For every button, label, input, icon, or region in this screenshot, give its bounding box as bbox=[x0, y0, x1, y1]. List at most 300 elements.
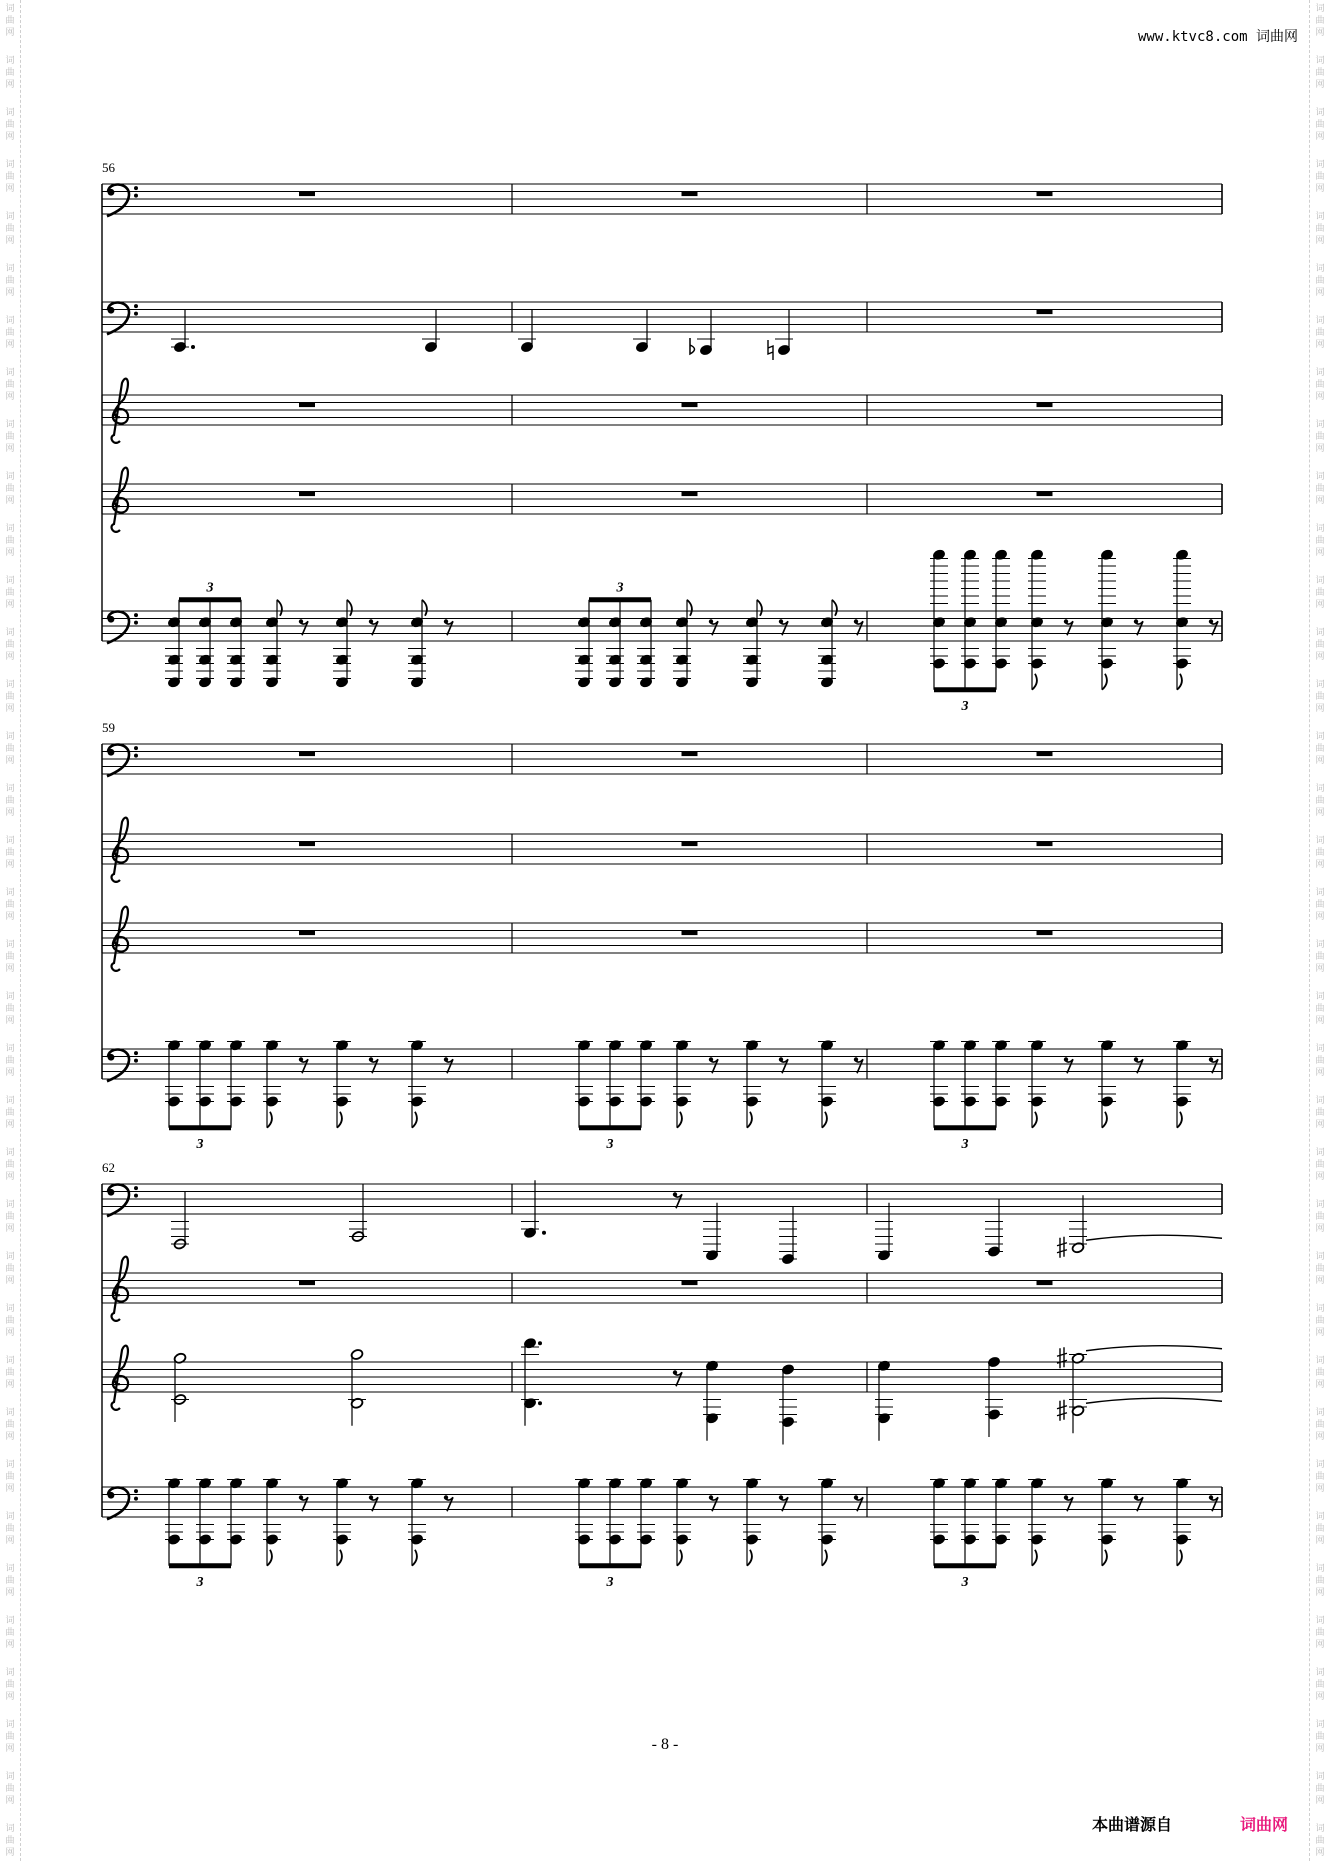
watermark-char: 网 bbox=[5, 808, 15, 818]
watermark-char: 曲 bbox=[5, 588, 15, 598]
eighth-rest-dot bbox=[1064, 619, 1068, 623]
bass-clef-dot bbox=[134, 1051, 138, 1055]
watermark-char: 曲 bbox=[1315, 328, 1325, 338]
watermark-char: 网 bbox=[1315, 392, 1325, 402]
augmentation-dot bbox=[538, 1341, 542, 1345]
note-beam bbox=[934, 1125, 996, 1130]
measure-number: 59 bbox=[102, 720, 115, 735]
bass-clef-dot bbox=[108, 1189, 115, 1196]
watermark-char: 网 bbox=[5, 1536, 15, 1546]
bass-clef-dot bbox=[134, 1497, 138, 1501]
eighth-rest-dot bbox=[854, 619, 858, 623]
watermark-char: 词 bbox=[1315, 1824, 1325, 1834]
watermark-char: 网 bbox=[1315, 1068, 1325, 1078]
watermark-char: 网 bbox=[1315, 496, 1325, 506]
watermark-char: 曲 bbox=[1315, 1212, 1325, 1222]
note-beam bbox=[169, 1563, 231, 1568]
eighth-rest-dot bbox=[709, 619, 713, 623]
watermark-char: 网 bbox=[1315, 288, 1325, 298]
watermark-char: 曲 bbox=[5, 16, 15, 26]
bass-clef-dot bbox=[108, 1054, 115, 1061]
sharp-sign bbox=[1057, 1400, 1067, 1421]
watermark-char: 曲 bbox=[5, 900, 15, 910]
watermark-char: 词 bbox=[1315, 264, 1325, 274]
note-beam bbox=[589, 597, 651, 602]
watermark-char: 词 bbox=[1315, 368, 1325, 378]
bass-clef-dot bbox=[134, 746, 138, 750]
whole-rest bbox=[682, 931, 698, 936]
watermark-char: 网 bbox=[1315, 80, 1325, 90]
bass-clef-dot bbox=[134, 621, 138, 625]
watermark-char: 词 bbox=[1315, 1512, 1325, 1522]
sharp-sign bbox=[1057, 1347, 1067, 1368]
augmentation-dot bbox=[542, 1231, 546, 1235]
watermark-char: 网 bbox=[1315, 1380, 1325, 1390]
eighth-rest-dot bbox=[673, 1370, 677, 1374]
note-flag bbox=[757, 600, 762, 616]
watermark-char: 词 bbox=[5, 1668, 15, 1678]
watermark-char: 网 bbox=[5, 1744, 15, 1754]
watermark-char: 曲 bbox=[5, 1056, 15, 1066]
watermark-char: 曲 bbox=[5, 380, 15, 390]
watermark-char: 词 bbox=[1315, 680, 1325, 690]
whole-rest bbox=[299, 1281, 315, 1286]
watermark-char: 网 bbox=[1315, 652, 1325, 662]
watermark-char: 曲 bbox=[1315, 536, 1325, 546]
note-beam bbox=[934, 1563, 996, 1568]
watermark-char: 网 bbox=[5, 288, 15, 298]
watermark-char: 网 bbox=[5, 1120, 15, 1130]
bass-clef bbox=[107, 745, 138, 777]
watermark-char: 曲 bbox=[5, 68, 15, 78]
note-flag bbox=[1177, 1112, 1182, 1128]
watermark-char: 词 bbox=[1315, 108, 1325, 118]
note-flag bbox=[687, 600, 692, 616]
eighth-rest-dot bbox=[369, 619, 373, 623]
whole-rest bbox=[1037, 752, 1053, 757]
natural-sign bbox=[768, 340, 773, 360]
watermark-char: 曲 bbox=[5, 744, 15, 754]
note-flag bbox=[677, 1550, 682, 1566]
eighth-rest-dot bbox=[444, 1495, 448, 1499]
flat-sign bbox=[690, 338, 695, 354]
note-flag bbox=[1102, 1550, 1107, 1566]
watermark-char: 词 bbox=[5, 1616, 15, 1626]
watermark-char: 网 bbox=[5, 1692, 15, 1702]
watermark-char: 曲 bbox=[5, 1420, 15, 1430]
eighth-rest-dot bbox=[444, 619, 448, 623]
watermark-char: 词 bbox=[5, 316, 15, 326]
bass-clef-dot bbox=[134, 1489, 138, 1493]
note-beam bbox=[179, 597, 241, 602]
bass-clef-dot bbox=[108, 1492, 115, 1499]
note-flag bbox=[1032, 674, 1037, 690]
treble-clef bbox=[112, 1346, 129, 1410]
watermark-char: 曲 bbox=[5, 1732, 15, 1742]
watermark-char: 曲 bbox=[1315, 640, 1325, 650]
watermark-char: 网 bbox=[5, 964, 15, 974]
watermark-char: 曲 bbox=[5, 328, 15, 338]
eighth-rest-dot bbox=[673, 1192, 677, 1196]
eighth-rest-dot bbox=[854, 1495, 858, 1499]
note-flag bbox=[412, 1550, 417, 1566]
watermark-char: 曲 bbox=[5, 432, 15, 442]
sharp-sign bbox=[1057, 1237, 1067, 1258]
watermark-char: 曲 bbox=[5, 952, 15, 962]
watermark-char: 曲 bbox=[5, 1316, 15, 1326]
note-flag bbox=[1032, 1112, 1037, 1128]
watermark-char: 曲 bbox=[5, 1576, 15, 1586]
watermark-char: 词 bbox=[5, 1824, 15, 1834]
note-beam bbox=[579, 1125, 641, 1130]
watermark-char: 曲 bbox=[1315, 1628, 1325, 1638]
eighth-rest-dot bbox=[854, 1057, 858, 1061]
watermark-char: 曲 bbox=[1315, 1108, 1325, 1118]
watermark-char: 词 bbox=[5, 56, 15, 66]
bass-clef bbox=[107, 1488, 138, 1520]
watermark-char: 曲 bbox=[1315, 1680, 1325, 1690]
treble-clef bbox=[112, 379, 129, 443]
whole-rest bbox=[1037, 310, 1053, 315]
whole-rest bbox=[682, 403, 698, 408]
watermark-char: 网 bbox=[1315, 1692, 1325, 1702]
watermark-char: 词 bbox=[5, 940, 15, 950]
tuplet-label: 3 bbox=[616, 580, 624, 596]
eighth-rest-dot bbox=[1064, 1495, 1068, 1499]
watermark-char: 网 bbox=[5, 1588, 15, 1598]
eighth-rest-dot bbox=[1134, 1495, 1138, 1499]
treble-clef-curve bbox=[112, 468, 129, 532]
watermark-char: 词 bbox=[1315, 732, 1325, 742]
watermark-char: 网 bbox=[1315, 912, 1325, 922]
note-beam bbox=[934, 687, 996, 692]
note-flag bbox=[677, 1112, 682, 1128]
bass-clef-dot bbox=[108, 616, 115, 623]
watermark-char: 曲 bbox=[5, 1524, 15, 1534]
watermark-char: 曲 bbox=[5, 848, 15, 858]
bass-clef bbox=[107, 612, 138, 644]
watermark-char: 网 bbox=[1315, 1172, 1325, 1182]
watermark-char: 曲 bbox=[1315, 692, 1325, 702]
watermark-char: 网 bbox=[1315, 132, 1325, 142]
watermark-char: 词 bbox=[5, 212, 15, 222]
watermark-char: 曲 bbox=[1315, 796, 1325, 806]
watermark-char: 网 bbox=[1315, 1536, 1325, 1546]
watermark-char: 网 bbox=[5, 496, 15, 506]
watermark-char: 词 bbox=[5, 1460, 15, 1470]
watermark-char: 网 bbox=[1315, 1744, 1325, 1754]
note-flag bbox=[1102, 674, 1107, 690]
watermark-char: 曲 bbox=[1315, 1576, 1325, 1586]
watermark-char: 词 bbox=[5, 1356, 15, 1366]
watermark-char: 网 bbox=[1315, 548, 1325, 558]
note-flag bbox=[832, 600, 837, 616]
watermark-char: 曲 bbox=[1315, 1004, 1325, 1014]
watermark-char: 词 bbox=[1315, 1668, 1325, 1678]
score-marks bbox=[107, 185, 1222, 1569]
bass-clef-dot bbox=[108, 749, 115, 756]
note-flag bbox=[822, 1550, 827, 1566]
watermark-char: 曲 bbox=[1315, 1160, 1325, 1170]
watermark-char: 曲 bbox=[1315, 744, 1325, 754]
whole-rest bbox=[299, 192, 315, 197]
watermark-char: 网 bbox=[5, 756, 15, 766]
watermark-char: 词 bbox=[1315, 940, 1325, 950]
measure-number: 56 bbox=[102, 160, 115, 175]
tuplet-label: 3 bbox=[606, 1575, 614, 1590]
watermark-char: 网 bbox=[5, 1796, 15, 1806]
watermark-char: 网 bbox=[5, 1432, 15, 1442]
watermark-char: 曲 bbox=[5, 1368, 15, 1378]
watermark-char: 词 bbox=[5, 160, 15, 170]
bass-clef bbox=[107, 1185, 138, 1217]
treble-clef bbox=[112, 907, 129, 971]
treble-clef-curve bbox=[112, 907, 129, 971]
watermark-char: 词 bbox=[1315, 316, 1325, 326]
note-flag bbox=[267, 1112, 272, 1128]
eighth-rest-dot bbox=[709, 1057, 713, 1061]
note-flag bbox=[747, 1112, 752, 1128]
watermark-char: 网 bbox=[5, 912, 15, 922]
watermark-char: 曲 bbox=[5, 224, 15, 234]
watermark-char: 词 bbox=[1315, 836, 1325, 846]
note-flag bbox=[1102, 1112, 1107, 1128]
tie bbox=[1086, 1235, 1222, 1240]
treble-clef-curve bbox=[112, 379, 129, 443]
watermark-char: 曲 bbox=[5, 172, 15, 182]
note-flag bbox=[1177, 674, 1182, 690]
eighth-rest-dot bbox=[1209, 1057, 1213, 1061]
watermark-char: 词 bbox=[1315, 888, 1325, 898]
score-labels bbox=[102, 160, 969, 1590]
whole-rest bbox=[682, 192, 698, 197]
note-flag bbox=[822, 1112, 827, 1128]
watermark-char: 词 bbox=[5, 4, 15, 14]
watermark-char: 网 bbox=[1315, 1640, 1325, 1650]
watermark-char: 词 bbox=[5, 992, 15, 1002]
note-flag bbox=[267, 1550, 272, 1566]
watermark-char: 词 bbox=[5, 524, 15, 534]
watermark-char: 曲 bbox=[5, 640, 15, 650]
watermark-char: 词 bbox=[5, 1252, 15, 1262]
watermark-char: 词 bbox=[1315, 1408, 1325, 1418]
watermark-char: 曲 bbox=[1315, 224, 1325, 234]
watermark-char: 网 bbox=[1315, 860, 1325, 870]
bass-clef-dot bbox=[134, 312, 138, 316]
site-header[interactable]: www.ktvc8.com 词曲网 bbox=[1137, 29, 1298, 45]
treble-clef bbox=[112, 818, 129, 882]
tuplet-label: 3 bbox=[961, 1575, 969, 1590]
watermark-char: 词 bbox=[5, 1148, 15, 1158]
watermark-char: 曲 bbox=[1315, 120, 1325, 130]
watermark-char: 曲 bbox=[5, 796, 15, 806]
watermark-char: 词 bbox=[5, 1564, 15, 1574]
bass-clef-dot bbox=[134, 186, 138, 190]
note-flag bbox=[747, 1550, 752, 1566]
watermark-char: 曲 bbox=[1315, 1784, 1325, 1794]
watermark-char: 词 bbox=[5, 472, 15, 482]
watermark-char: 词 bbox=[5, 784, 15, 794]
note-flag bbox=[1177, 1550, 1182, 1566]
whole-rest bbox=[682, 842, 698, 847]
watermark-char: 网 bbox=[5, 444, 15, 454]
watermark-char: 网 bbox=[5, 1848, 15, 1858]
watermark-char: 词 bbox=[1315, 1200, 1325, 1210]
watermark-char: 网 bbox=[5, 392, 15, 402]
eighth-rest-dot bbox=[779, 619, 783, 623]
watermark-char: 词 bbox=[5, 1304, 15, 1314]
augmentation-dot bbox=[191, 345, 195, 349]
watermark-char: 网 bbox=[1315, 808, 1325, 818]
watermark-char: 词 bbox=[1315, 576, 1325, 586]
note-flag bbox=[1032, 1550, 1037, 1566]
whole-rest bbox=[299, 931, 315, 936]
watermark-char: 词 bbox=[1315, 1772, 1325, 1782]
watermark-char: 曲 bbox=[1315, 1732, 1325, 1742]
bass-clef-dot bbox=[134, 304, 138, 308]
source-note: 本曲谱源自 bbox=[1092, 1815, 1173, 1834]
watermark-char: 曲 bbox=[5, 1472, 15, 1482]
treble-clef-curve bbox=[112, 1257, 129, 1321]
note-flag bbox=[412, 1112, 417, 1128]
augmentation-dot bbox=[538, 1401, 542, 1405]
watermark-char: 曲 bbox=[1315, 432, 1325, 442]
watermark-char: 曲 bbox=[5, 1004, 15, 1014]
watermark-char: 曲 bbox=[5, 120, 15, 130]
tuplet-label: 3 bbox=[196, 1137, 204, 1152]
watermark-char: 词 bbox=[5, 1720, 15, 1730]
bass-clef bbox=[107, 1050, 138, 1082]
watermark-char: 网 bbox=[5, 80, 15, 90]
watermark-char: 曲 bbox=[1315, 1836, 1325, 1846]
watermark-char: 曲 bbox=[1315, 1472, 1325, 1482]
eighth-rest-dot bbox=[1134, 1057, 1138, 1061]
watermark-char: 曲 bbox=[5, 484, 15, 494]
watermark-char: 词 bbox=[1315, 1460, 1325, 1470]
watermark-char: 曲 bbox=[1315, 172, 1325, 182]
bass-clef-dot bbox=[108, 307, 115, 314]
tuplet-label: 3 bbox=[206, 580, 214, 596]
watermark-char: 词 bbox=[5, 420, 15, 430]
treble-clef-curve bbox=[112, 818, 129, 882]
watermark-char: 曲 bbox=[5, 1108, 15, 1118]
watermark-char: 网 bbox=[5, 184, 15, 194]
watermark-char: 曲 bbox=[1315, 952, 1325, 962]
watermark-char: 曲 bbox=[1315, 848, 1325, 858]
watermark-char: 词 bbox=[1315, 1148, 1325, 1158]
watermark-char: 网 bbox=[1315, 1120, 1325, 1130]
watermark-char: 词 bbox=[1315, 1356, 1325, 1366]
watermark-char: 词 bbox=[1315, 1252, 1325, 1262]
watermark-char: 网 bbox=[1315, 756, 1325, 766]
watermark-char: 词 bbox=[1315, 1720, 1325, 1730]
bass-clef bbox=[107, 185, 138, 217]
watermark-char: 网 bbox=[5, 704, 15, 714]
watermark-char: 网 bbox=[1315, 1276, 1325, 1286]
watermark-char: 曲 bbox=[5, 1264, 15, 1274]
bass-clef-dot bbox=[108, 189, 115, 196]
watermark-char: 网 bbox=[5, 1484, 15, 1494]
watermark-char: 词 bbox=[1315, 1564, 1325, 1574]
whole-rest bbox=[1037, 492, 1053, 497]
eighth-rest-dot bbox=[1209, 619, 1213, 623]
eighth-rest-dot bbox=[1134, 619, 1138, 623]
watermark-char: 曲 bbox=[1315, 1056, 1325, 1066]
watermark-char: 词 bbox=[5, 368, 15, 378]
tie bbox=[1086, 1346, 1222, 1351]
eighth-rest-dot bbox=[369, 1495, 373, 1499]
watermark-char: 网 bbox=[5, 340, 15, 350]
watermark-char: 网 bbox=[1315, 704, 1325, 714]
watermark-char: 网 bbox=[1315, 28, 1325, 38]
brand-link[interactable]: 词曲网 bbox=[1240, 1815, 1289, 1834]
bass-clef bbox=[107, 303, 138, 335]
whole-rest bbox=[1037, 1281, 1053, 1286]
watermark-char: 词 bbox=[1315, 992, 1325, 1002]
watermark-char: 网 bbox=[1315, 1588, 1325, 1598]
watermark-char: 曲 bbox=[5, 1160, 15, 1170]
eighth-rest-dot bbox=[779, 1057, 783, 1061]
watermark-char: 网 bbox=[5, 28, 15, 38]
treble-clef bbox=[112, 468, 129, 532]
watermark-char: 词 bbox=[1315, 628, 1325, 638]
eighth-rest-dot bbox=[1209, 1495, 1213, 1499]
tuplet-label: 3 bbox=[606, 1137, 614, 1152]
watermark-char: 词 bbox=[5, 1096, 15, 1106]
watermark-char: 网 bbox=[5, 1640, 15, 1650]
watermark-char: 曲 bbox=[1315, 1420, 1325, 1430]
bass-clef-dot bbox=[134, 613, 138, 617]
watermark-char: 词 bbox=[1315, 420, 1325, 430]
bass-clef-dot bbox=[134, 194, 138, 198]
bass-clef-dot bbox=[134, 754, 138, 758]
watermark-char: 词 bbox=[5, 732, 15, 742]
watermark-char: 网 bbox=[5, 132, 15, 142]
whole-rest bbox=[682, 492, 698, 497]
watermark-char: 网 bbox=[5, 652, 15, 662]
watermark-char: 网 bbox=[1315, 340, 1325, 350]
watermark-char: 词 bbox=[1315, 212, 1325, 222]
tie bbox=[1086, 1398, 1222, 1403]
watermark-char: 曲 bbox=[1315, 900, 1325, 910]
watermark-char: 词 bbox=[1315, 1096, 1325, 1106]
watermark-char: 网 bbox=[1315, 1432, 1325, 1442]
eighth-rest-dot bbox=[1064, 1057, 1068, 1061]
treble-clef-curve bbox=[112, 1346, 129, 1410]
watermark-char: 网 bbox=[1315, 1224, 1325, 1234]
watermark-char: 曲 bbox=[1315, 1368, 1325, 1378]
watermark-char: 词 bbox=[1315, 524, 1325, 534]
note-flag bbox=[337, 1112, 342, 1128]
watermark-char: 曲 bbox=[1315, 380, 1325, 390]
watermark-char: 词 bbox=[5, 1512, 15, 1522]
staff-lines bbox=[102, 184, 1222, 1517]
note-flag bbox=[347, 600, 352, 616]
watermark-char: 网 bbox=[1315, 184, 1325, 194]
whole-rest bbox=[299, 492, 315, 497]
whole-rest bbox=[1037, 192, 1053, 197]
watermark-char: 曲 bbox=[1315, 276, 1325, 286]
whole-rest bbox=[682, 1281, 698, 1286]
watermark-char: 网 bbox=[5, 1016, 15, 1026]
watermark-char: 网 bbox=[1315, 1016, 1325, 1026]
tuplet-label: 3 bbox=[961, 1137, 969, 1152]
watermark-char: 网 bbox=[5, 236, 15, 246]
tuplet-label: 3 bbox=[961, 699, 969, 714]
eighth-rest-dot bbox=[299, 619, 303, 623]
watermark-char: 网 bbox=[5, 1224, 15, 1234]
watermark-char: 曲 bbox=[1315, 68, 1325, 78]
